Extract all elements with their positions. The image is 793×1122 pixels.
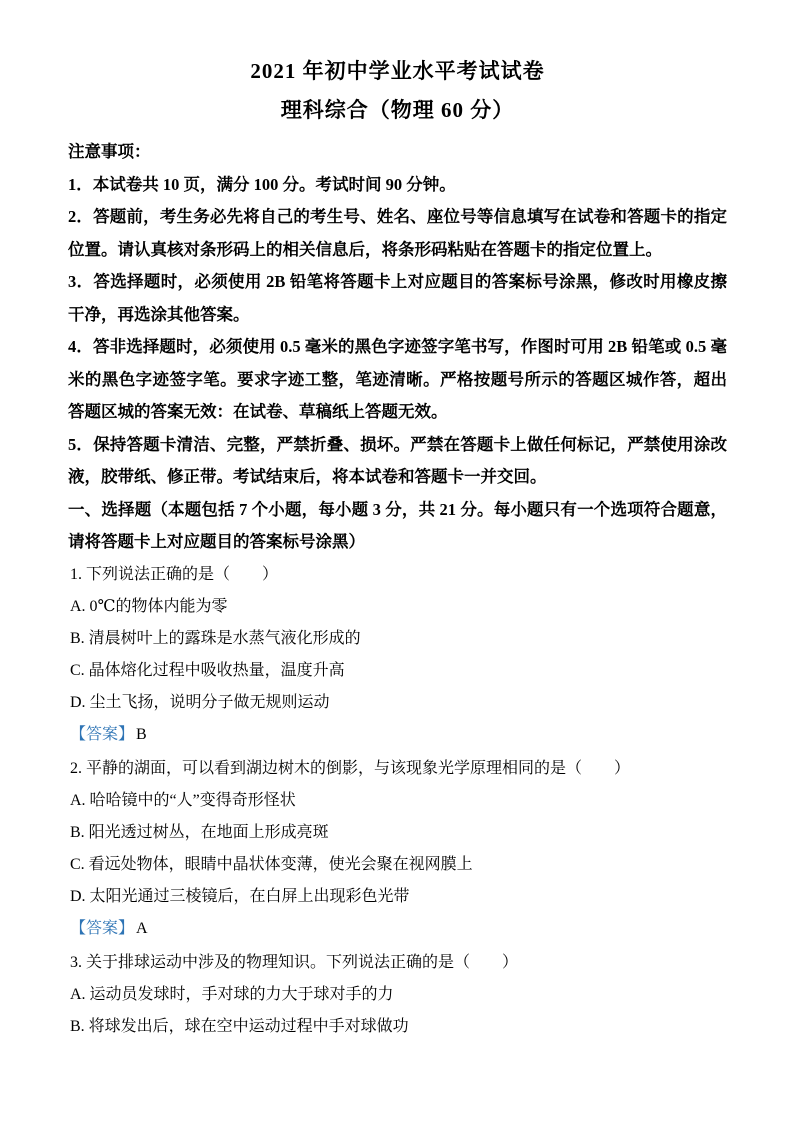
- question-3-stem: 3. 关于排球运动中涉及的物理知识。下列说法正确的是（ ）: [70, 953, 519, 971]
- notices-section: [68, 136, 727, 494]
- questions-section: [68, 564, 727, 1037]
- notice-item-4: 4．答非选择题时，必须使用 0.5 毫米的黑色字迹签字笔书写，作图时可用 2B 铅笔或 0.5 毫米的黑色字迹签字笔。要求字迹工整，笔迹清晰。严格按题号所示的答题区城作答，超出答题区城的答案无效：在试卷、草稿纸上答题无效。: [68, 337, 727, 421]
- question-1-option-b: B. 清晨树叶上的露珠是水蒸气液化形成的: [70, 629, 361, 647]
- question-1: [68, 564, 727, 745]
- answer-value: B: [136, 725, 147, 743]
- question-2-option-d: D. 太阳光通过三棱镜后，在白屏上出现彩色光带: [70, 887, 410, 905]
- section-heading: 一、选择题（本题包括 7 个小题，每小题 3 分，共 21 分。每小题只有一个选项符合题意，请将答题卡上对应题目的答案标号涂黑）: [68, 499, 727, 551]
- notice-item-5: 5．保持答题卡清洁、完整，严禁折叠、损坏。严禁在答题卡上做任何标记，严禁使用涂改液，胶带纸、修正带。考试结束后，将本试卷和答题卡一并交回。: [68, 434, 727, 486]
- notices-heading: 注意事项：: [68, 142, 151, 161]
- exam-subtitle: 理科综合（物理 60 分）: [280, 98, 515, 122]
- question-2-option-c: C. 看远处物体，眼睛中晶状体变薄，使光会聚在视网膜上: [70, 855, 473, 873]
- question-1-answer-line: [70, 724, 727, 745]
- notice-item-3: 3．答选择题时，必须使用 2B 铅笔将答题卡上对应题目的答案标号涂黑，修改时用橡皮擦干净，再选涂其他答案。: [68, 272, 727, 324]
- answer-label: 【答案】: [70, 919, 135, 937]
- exam-title: 2021 年初中学业水平考试试卷: [250, 59, 545, 83]
- question-3: [68, 952, 727, 1037]
- question-2-option-b: B. 阳光透过树丛，在地面上形成亮斑: [70, 823, 329, 841]
- question-2: [68, 758, 727, 939]
- question-1-stem: 1. 下列说法正确的是（ ）: [70, 565, 279, 583]
- question-3-option-a: A. 运动员发球时，手对球的力大于球对手的力: [70, 985, 394, 1003]
- question-1-option-d: D. 尘土飞扬，说明分子做无规则运动: [70, 693, 330, 711]
- question-3-option-b: B. 将球发出后，球在空中运动过程中手对球做功: [70, 1017, 409, 1035]
- question-2-stem: 2. 平静的湖面，可以看到湖边树木的倒影，与该现象光学原理相同的是（ ）: [70, 759, 631, 777]
- notice-item-2: 2．答题前，考生务必先将自己的考生号、姓名、座位号等信息填写在试卷和答题卡的指定位置。请认真核对条形码上的相关信息后，将条形码粘贴在答题卡的指定位置上。: [68, 207, 727, 259]
- question-1-option-a: A. 0℃的物体内能为零: [70, 597, 228, 615]
- question-2-option-a: A. 哈哈镜中的“人”变得奇形怪状: [70, 791, 296, 809]
- question-1-option-c: C. 晶体熔化过程中吸收热量，温度升高: [70, 661, 345, 679]
- answer-label: 【答案】: [70, 725, 135, 743]
- answer-value: A: [136, 919, 148, 937]
- question-2-answer-line: [70, 918, 727, 939]
- notice-item-1: 1．本试卷共 10 页，满分 100 分。考试时间 90 分钟。: [68, 174, 456, 194]
